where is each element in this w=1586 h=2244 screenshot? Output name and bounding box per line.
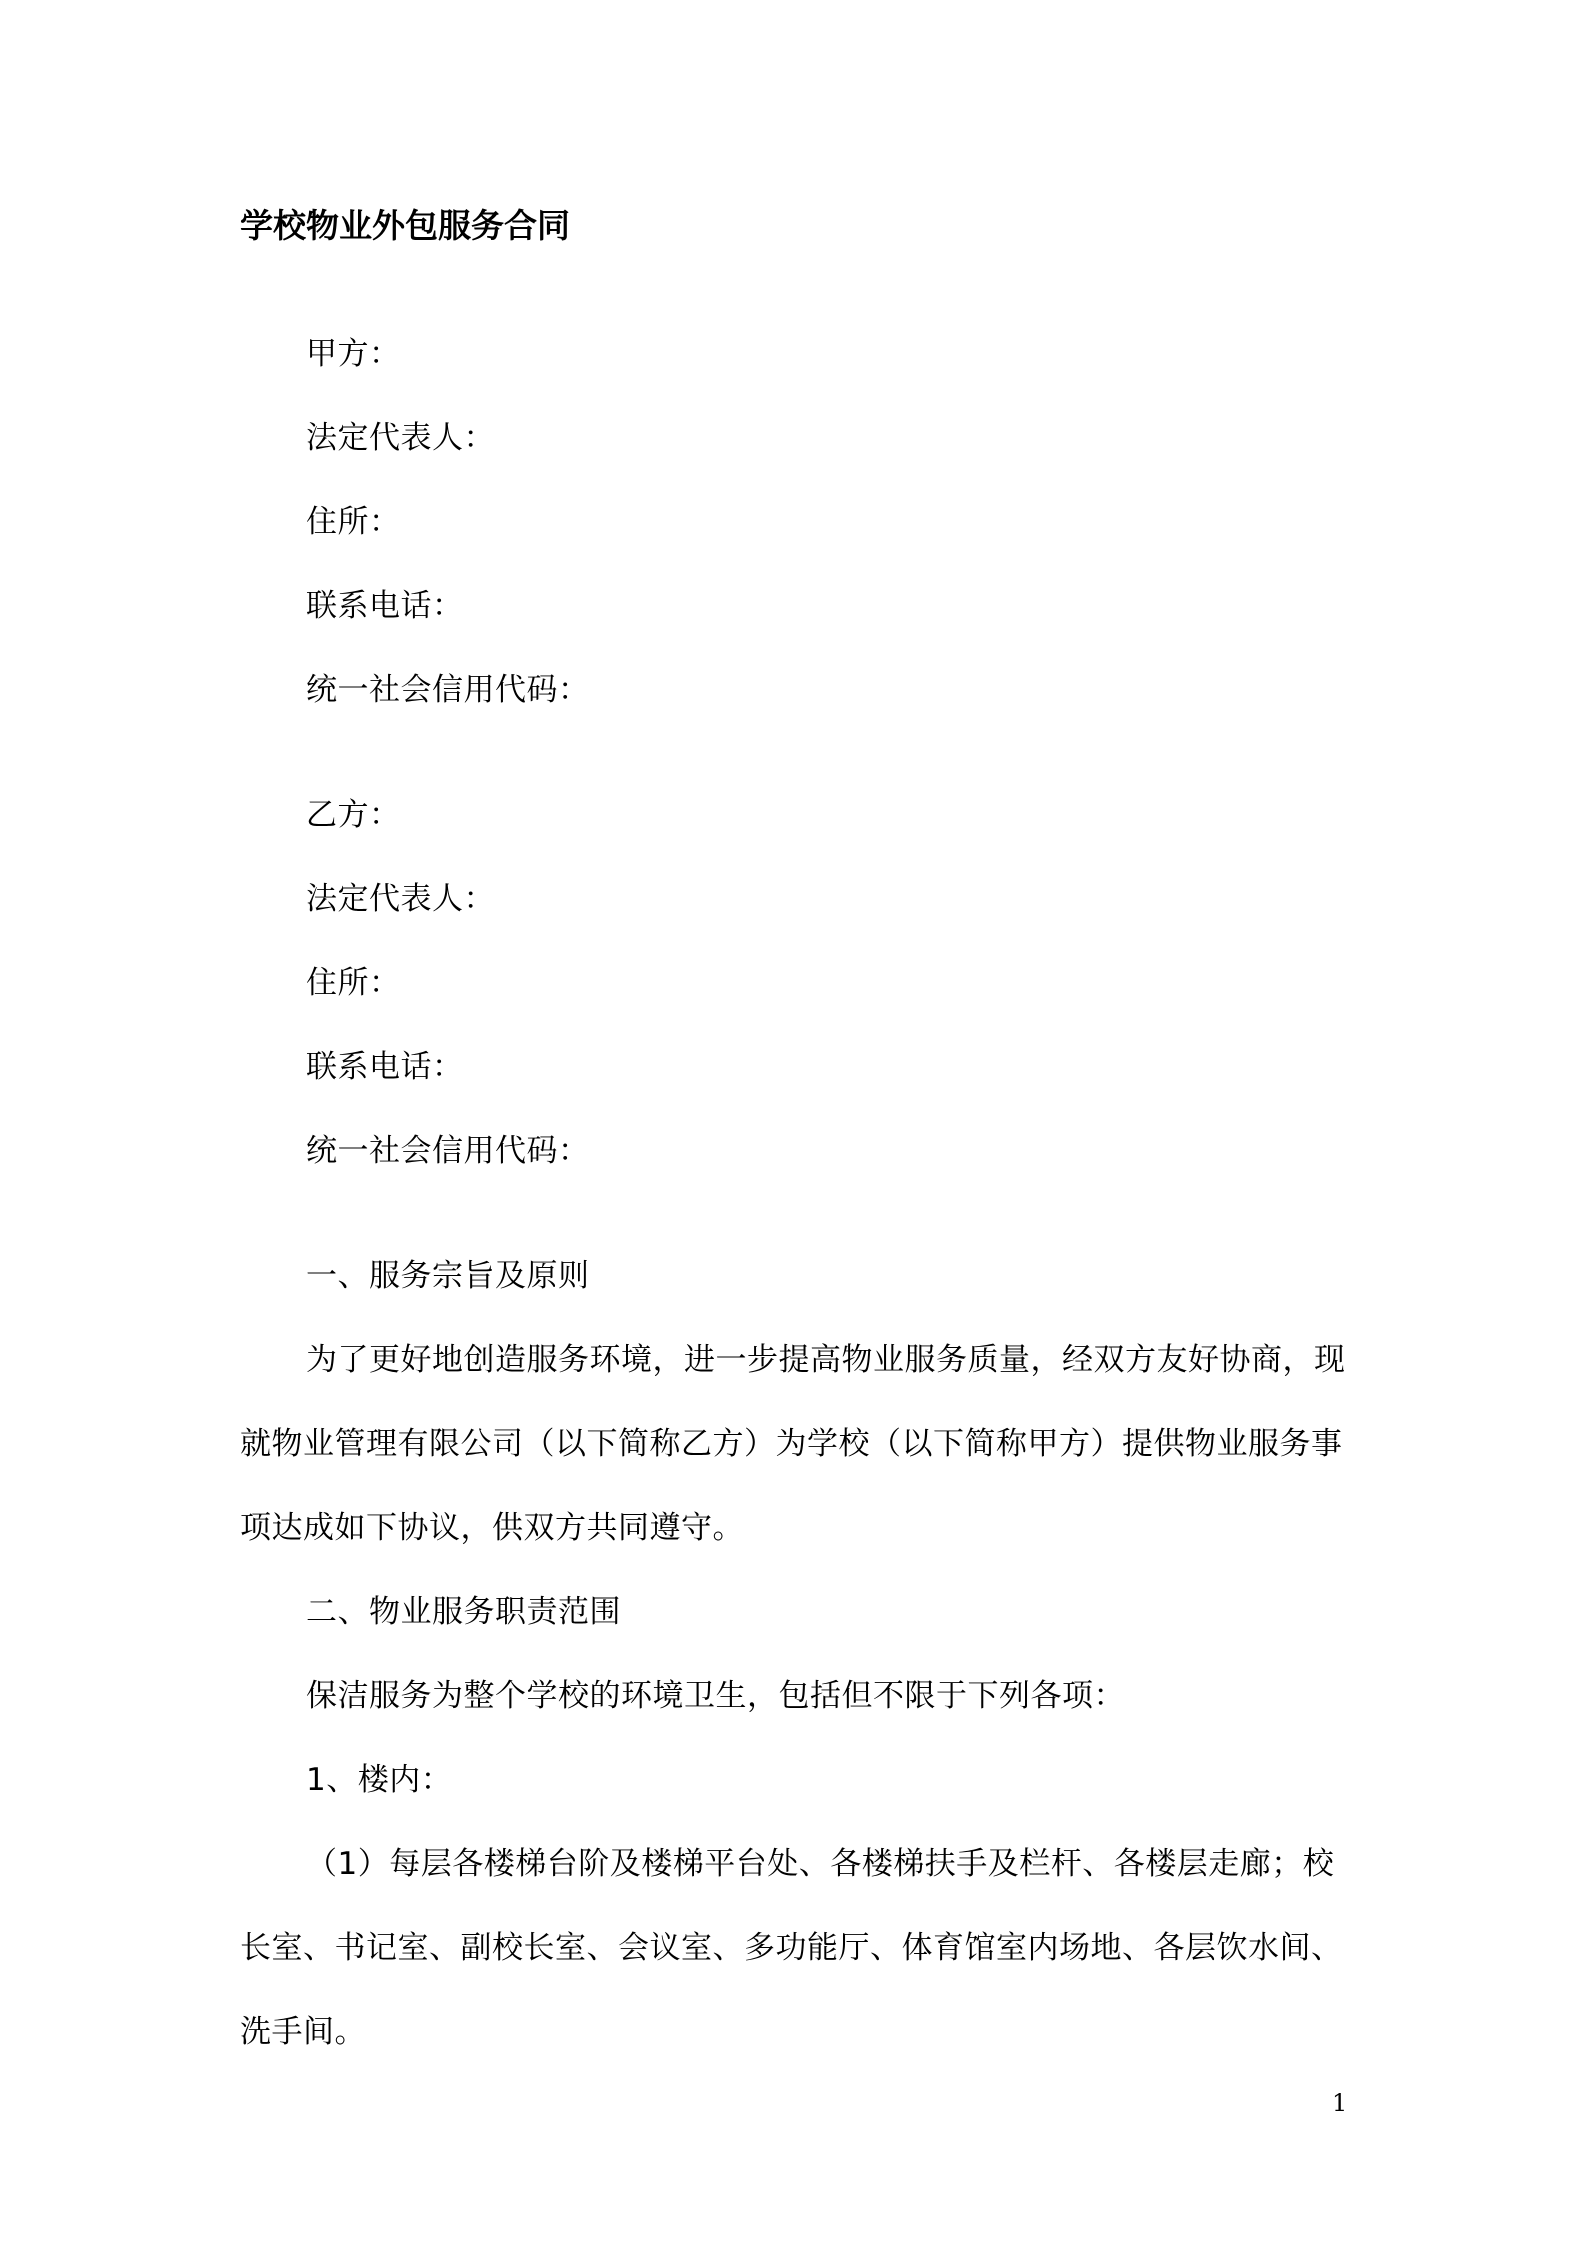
party-b-label: 乙方：: [306, 797, 401, 833]
section-2-intro: 保洁服务为整个学校的环境卫生，包括但不限于下列各项：: [306, 1678, 1125, 1714]
party-a-legal-rep: 法定代表人：: [306, 420, 495, 456]
page-number: 1: [1332, 2089, 1348, 2117]
section-2-item-1-line: 洗手间。: [240, 2014, 366, 2050]
section-2-item-1-line: 长室、书记室、副校长室、会议室、多功能厅、体育馆室内场地、各层饮水间、: [240, 1930, 1343, 1966]
section-1-heading: 一、服务宗旨及原则: [306, 1258, 590, 1294]
party-a-phone: 联系电话：: [306, 588, 464, 624]
party-a-address: 住所：: [306, 504, 401, 540]
party-b-credit-code: 统一社会信用代码：: [306, 1133, 590, 1169]
party-b-legal-rep: 法定代表人：: [306, 881, 495, 917]
section-2-item-1-heading: 1、楼内：: [306, 1762, 453, 1798]
party-a-label: 甲方：: [306, 336, 401, 372]
party-b-phone: 联系电话：: [306, 1049, 464, 1085]
section-1-paragraph-line: 为了更好地创造服务环境，进一步提高物业服务质量，经双方友好协商，现: [306, 1342, 1346, 1378]
section-1-paragraph-line: 项达成如下协议，供双方共同遵守。: [240, 1510, 744, 1546]
document-title: 学校物业外包服务合同: [240, 206, 570, 245]
section-2-heading: 二、物业服务职责范围: [306, 1594, 621, 1630]
party-a-credit-code: 统一社会信用代码：: [306, 672, 590, 708]
party-b-address: 住所：: [306, 965, 401, 1001]
section-2-item-1-line: （1）每层各楼梯台阶及楼梯平台处、各楼梯扶手及栏杆、各楼层走廊；校: [306, 1846, 1335, 1882]
section-1-paragraph-line: 就物业管理有限公司（以下简称乙方）为学校（以下简称甲方）提供物业服务事: [240, 1426, 1343, 1462]
